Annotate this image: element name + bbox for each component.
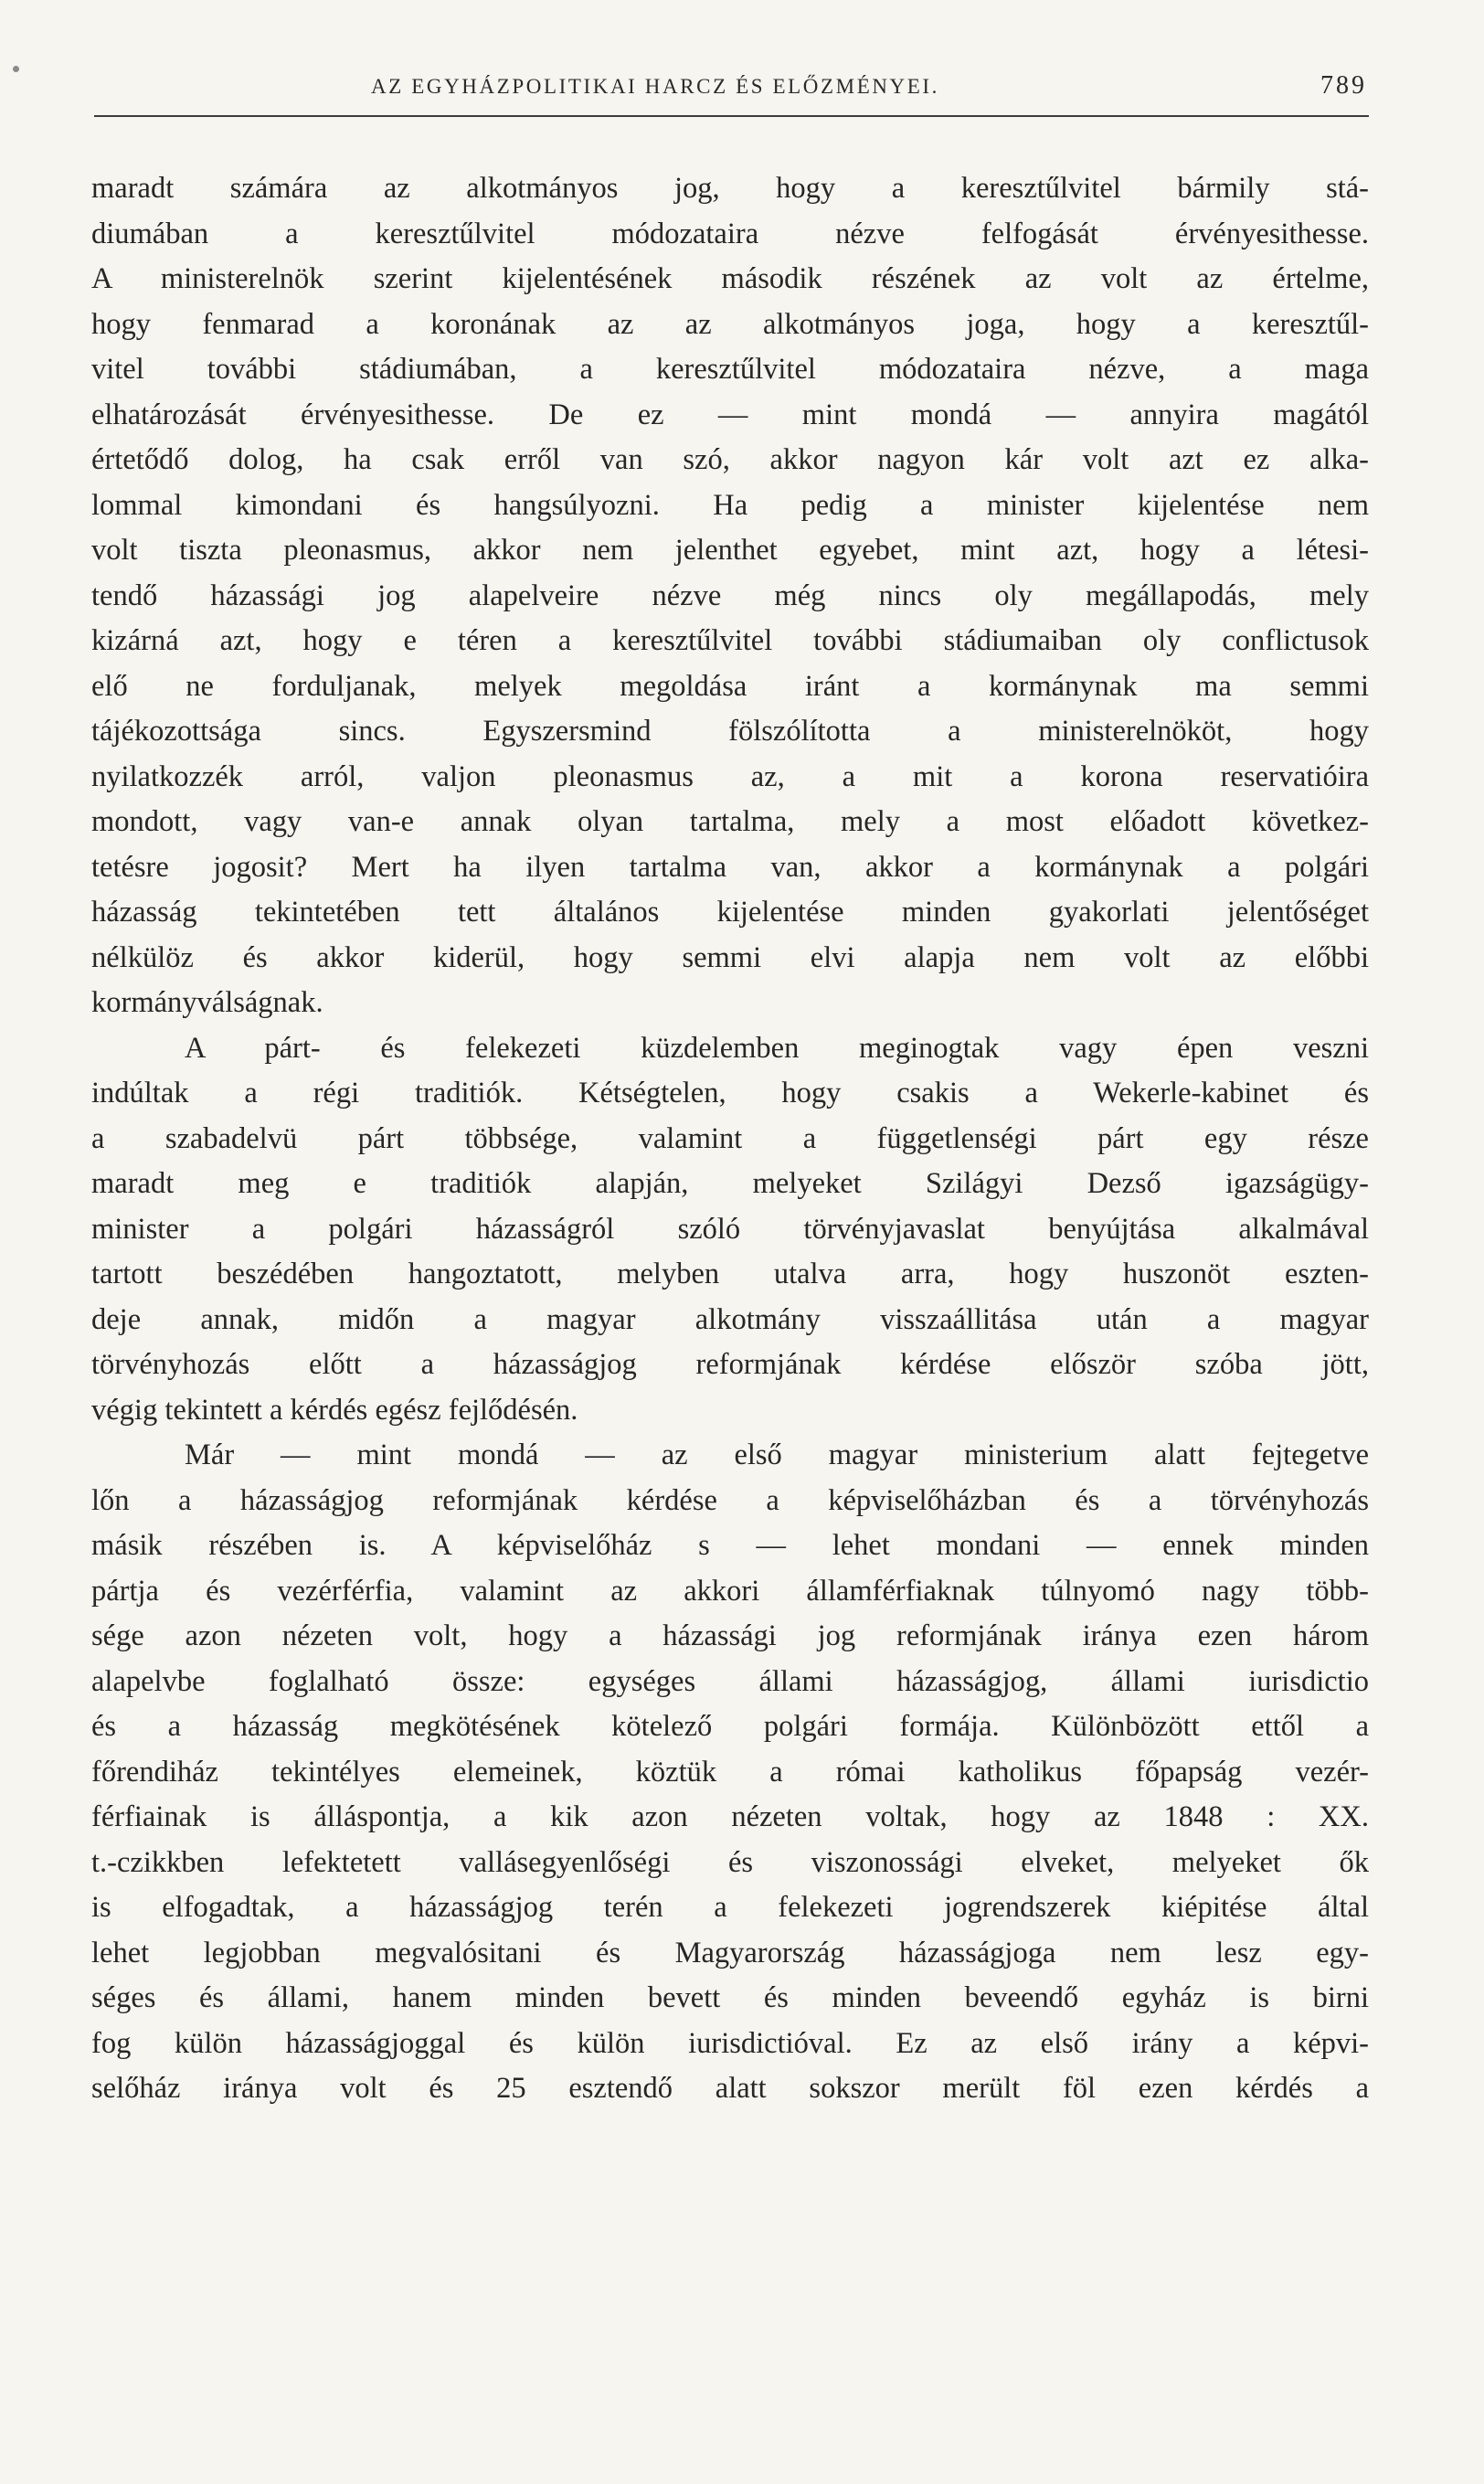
- body-text: [91, 166, 1369, 2112]
- text-line: nyilatkozzék arról, valjon pleonasmus az, a mit a korona reservatióira: [91, 759, 1369, 793]
- text-line: volt tiszta pleonasmus, akkor nem jelenthet egyebet, mint azt, hogy a létesi-: [91, 534, 1369, 567]
- text-line: másik részében is. A képviselőház s — lehet mondani — ennek minden: [91, 1529, 1369, 1562]
- text-line: maradt számára az alkotmányos jog, hogy a keresztűlvitel bármily stá-: [91, 172, 1369, 205]
- text-line: lőn a házasságjog reformjának kérdése a képviselőházban és a törvényhozás: [91, 1483, 1369, 1517]
- text-line: nélkülöz és akkor kiderül, hogy semmi elvi alapja nem volt az előbbi: [91, 940, 1369, 974]
- text-line: és a házasság megkötésének kötelező polgári formája. Különbözött ettől a: [91, 1710, 1369, 1743]
- page-header: [88, 71, 1367, 108]
- text-line: mondott, vagy van-e annak olyan tartalma, mely a most előadott következ-: [91, 805, 1369, 838]
- text-line: házasság tekintetében tett általános kijelentése minden gyakorlati jelentőséget: [91, 896, 1369, 929]
- text-line: elő ne forduljanak, melyek megoldása iránt a kormánynak ma semmi: [91, 669, 1369, 703]
- text-line: elhatározását érvényesithesse. De ez — mint mondá — annyira magától: [91, 398, 1369, 431]
- paragraph-start-line: A párt- és felekezeti küzdelemben meginogtak vagy épen veszni: [185, 1031, 1369, 1065]
- text-line: maradt meg e traditiók alapján, melyeket Szilágyi Dezső igazságügy-: [91, 1167, 1369, 1200]
- text-line: indúltak a régi traditiók. Kétségtelen, hogy csakis a Wekerle-kabinet és: [91, 1077, 1369, 1109]
- header-rule: [94, 115, 1369, 117]
- text-line: főrendiház tekintélyes elemeinek, köztük a római katholikus főpapság vezér-: [91, 1755, 1369, 1789]
- scan-speck: [13, 66, 19, 72]
- text-line: férfiainak is álláspontja, a kik azon nézeten voltak, hogy az 1848 : XX.: [91, 1800, 1369, 1833]
- text-line: is elfogadtak, a házasságjog terén a felekezeti jogrendszerek kiépitése által: [91, 1891, 1369, 1924]
- text-line: törvényhozás előtt a házasságjog reformjának kérdése először szóba jött,: [91, 1348, 1369, 1381]
- text-line: minister a polgári házasságról szóló törvényjavaslat benyújtása alkalmával: [91, 1212, 1369, 1246]
- text-line: deje annak, midőn a magyar alkotmány visszaállitása után a magyar: [91, 1302, 1369, 1336]
- text-line: alapelvbe foglalható össze: egységes állami házasságjog, állami iurisdictio: [91, 1664, 1369, 1698]
- text-line: A ministerelnök szerint kijelentésének második részének az volt az értelme,: [91, 262, 1369, 295]
- text-line: diumában a keresztűlvitel módozataira nézve felfogását érvényesithesse.: [91, 217, 1369, 250]
- text-line: séges és állami, hanem minden bevett és minden beveendő egyház is birni: [91, 1981, 1369, 2014]
- text-line: tartott beszédében hangoztatott, melyben utalva arra, hogy huszonöt eszten-: [91, 1258, 1369, 1290]
- text-line: sége azon nézeten volt, hogy a házassági jog reformjának iránya ezen három: [91, 1619, 1369, 1652]
- paragraph-end-line: kormányválságnak.: [91, 986, 323, 1019]
- text-line: selőház iránya volt és 25 esztendő alatt sokszor merült föl ezen kérdés a: [91, 2072, 1369, 2105]
- text-line: fog külön házasságjoggal és külön iurisdictióval. Ez az első irány a képvi-: [91, 2026, 1369, 2060]
- page-number: 789: [1320, 71, 1367, 100]
- text-line: vitel további stádiumában, a keresztűlvitel módozataira nézve, a maga: [91, 353, 1369, 386]
- text-line: lommal kimondani és hangsúlyozni. Ha pedig a minister kijelentése nem: [91, 488, 1369, 522]
- paragraph-end-line: végig tekintett a kérdés egész fejlődésén.: [91, 1393, 578, 1427]
- text-line: hogy fenmarad a koronának az az alkotmányos joga, hogy a keresztűl-: [91, 307, 1369, 341]
- text-line: lehet legjobban megvalósitani és Magyarország házasságjoga nem lesz egy-: [91, 1936, 1369, 1969]
- text-line: a szabadelvü párt többsége, valamint a függetlenségi párt egy része: [91, 1121, 1369, 1155]
- paragraph-start-line: Már — mint mondá — az első magyar ministerium alatt fejtegetve: [185, 1438, 1369, 1471]
- text-line: t.-czikkben lefektetett vallásegyenlőségi és viszonossági elveket, melyeket ők: [91, 1845, 1369, 1879]
- text-line: értetődő dolog, ha csak erről van szó, akkor nagyon kár volt azt ez alka-: [91, 443, 1369, 476]
- text-line: tetésre jogosit? Mert ha ilyen tartalma van, akkor a kormánynak a polgári: [91, 850, 1369, 884]
- running-head: AZ EGYHÁZPOLITIKAI HARCZ ÉS ELŐZMÉNYEI.: [371, 75, 940, 98]
- text-line: pártja és vezérférfia, valamint az akkori államférfiaknak túlnyomó nagy több-: [91, 1574, 1369, 1608]
- text-line: tendő házassági jog alapelveire nézve még nincs oly megállapodás, mely: [91, 579, 1369, 612]
- text-line: kizárná azt, hogy e téren a keresztűlvitel további stádiumaiban oly conflictusok: [91, 624, 1369, 657]
- text-line: tájékozottsága sincs. Egyszersmind fölszólította a ministerelnököt, hogy: [91, 715, 1369, 748]
